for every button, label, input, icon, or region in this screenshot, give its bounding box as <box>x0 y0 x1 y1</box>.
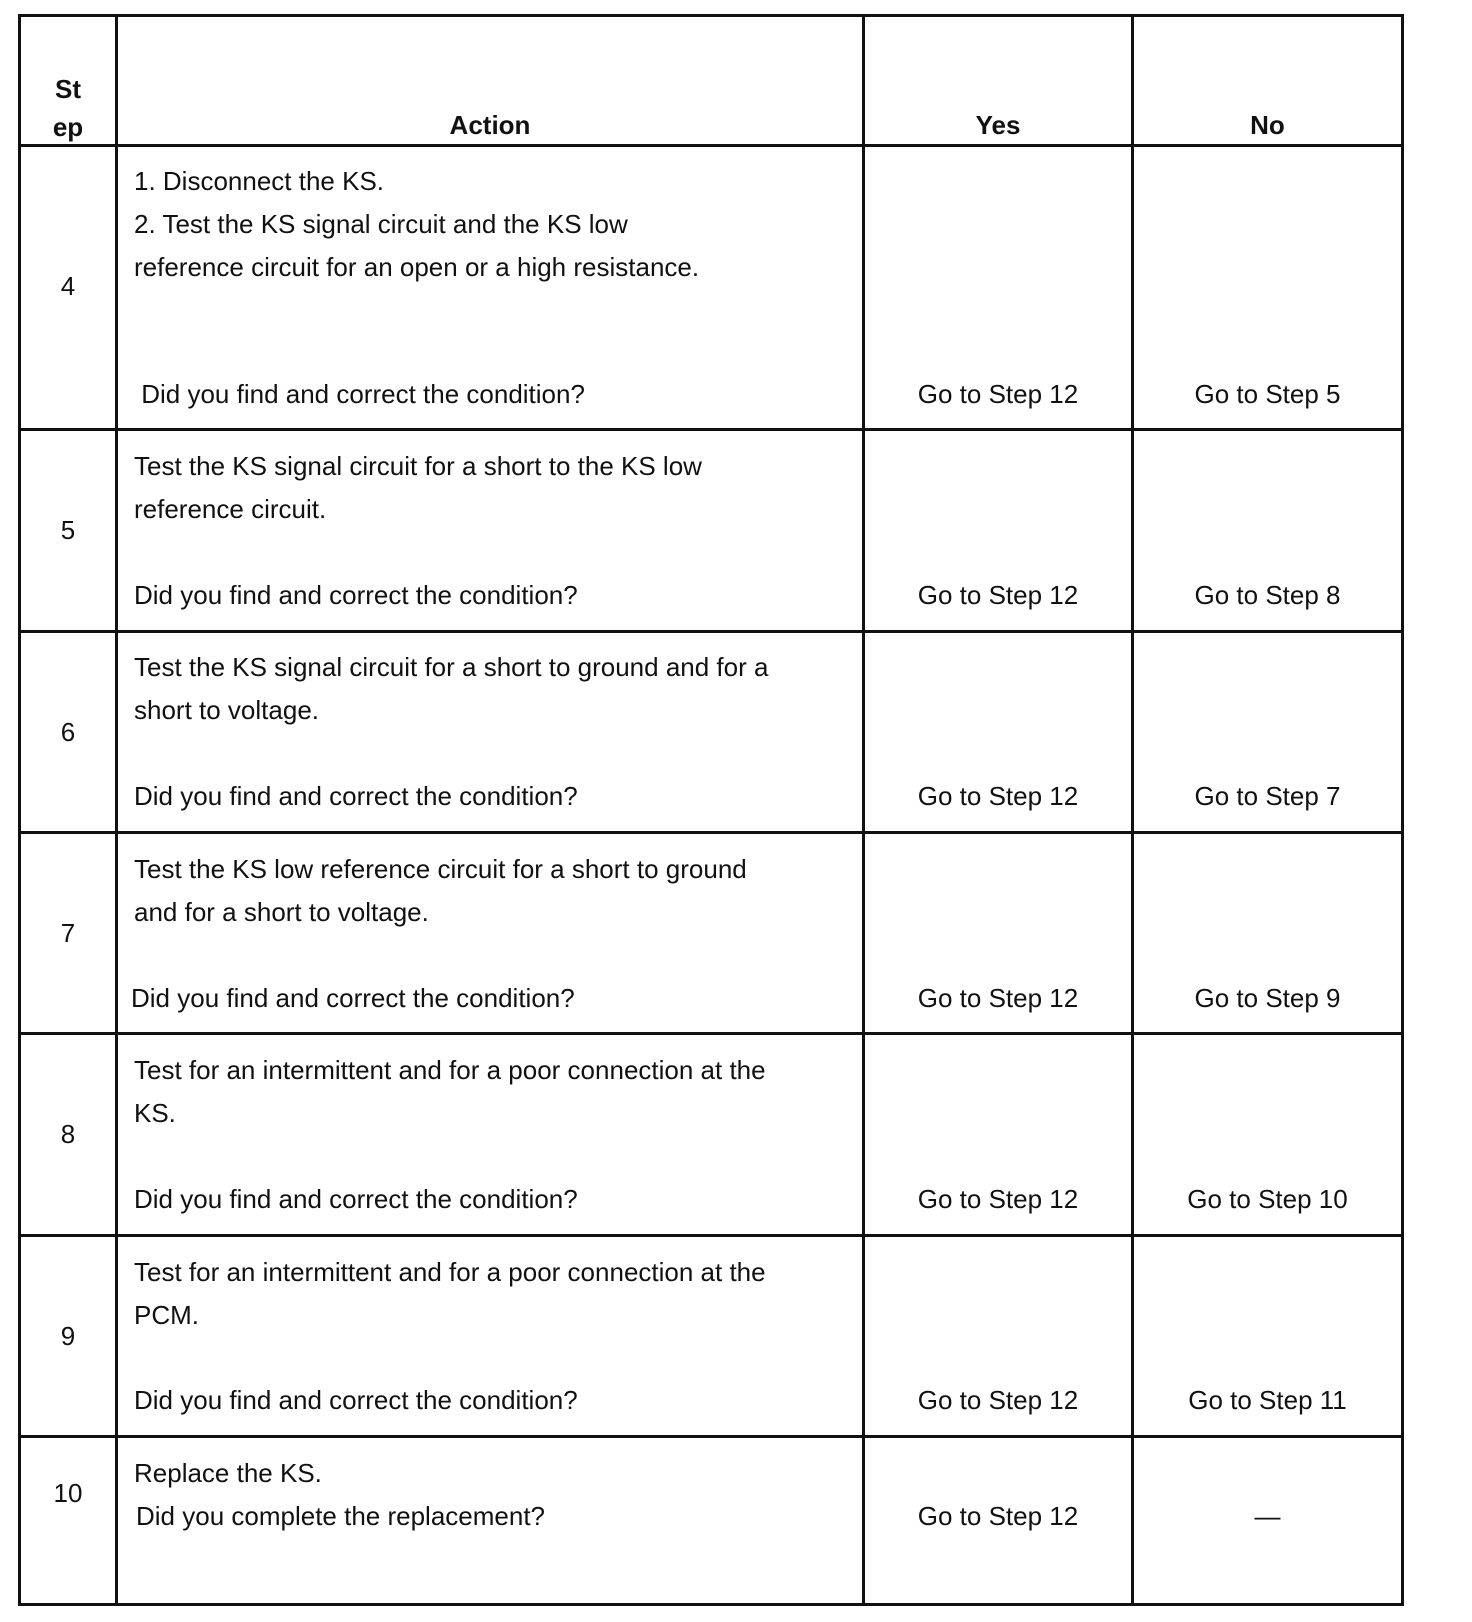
action-line: Test for an intermittent and for a poor connection at the <box>134 1257 766 1287</box>
yes-result: Go to Step 12 <box>917 1184 1079 1214</box>
action-question: Did you find and correct the condition? <box>134 1385 578 1415</box>
action-line: 2. Test the KS signal circuit and the KS low <box>134 209 628 239</box>
yes-result: Go to Step 12 <box>917 1501 1079 1531</box>
action-line: 1. Disconnect the KS. <box>134 166 385 196</box>
step-number: 7 <box>60 918 76 948</box>
table-border-top <box>18 14 1404 17</box>
table-border-right <box>1401 14 1404 1606</box>
row-divider <box>18 1234 1404 1237</box>
header-step: St ep <box>52 74 84 142</box>
yes-result: Go to Step 12 <box>917 1385 1079 1415</box>
table-border-left <box>18 14 21 1606</box>
row-divider <box>18 630 1404 633</box>
row-divider <box>18 1435 1404 1438</box>
header-no: No <box>1250 110 1285 140</box>
action-line: KS. <box>134 1098 176 1128</box>
action-question: Did you complete the replacement? <box>136 1501 546 1531</box>
yes-result: Go to Step 12 <box>917 379 1079 409</box>
action-line: Test the KS signal circuit for a short to the KS low <box>134 451 702 481</box>
action-line: Test the KS low reference circuit for a short to ground <box>134 854 747 884</box>
no-result: Go to Step 10 <box>1187 1184 1348 1214</box>
action-line: PCM. <box>134 1300 199 1330</box>
action-question: Did you find and correct the condition? <box>134 580 578 610</box>
row-divider <box>18 1032 1404 1035</box>
yes-result: Go to Step 12 <box>917 580 1079 610</box>
action-question: Did you find and correct the condition? <box>134 1184 578 1214</box>
column-divider-step <box>115 14 118 1606</box>
table-border-bottom <box>18 1603 1404 1606</box>
action-line: and for a short to voltage. <box>134 897 429 927</box>
step-number: 5 <box>60 515 76 545</box>
header-yes: Yes <box>975 110 1021 140</box>
yes-result: Go to Step 12 <box>917 983 1079 1013</box>
no-result: Go to Step 5 <box>1194 379 1341 409</box>
action-question: Did you find and correct the condition? <box>131 983 575 1013</box>
action-line: reference circuit for an open or a high resistance. <box>134 252 700 282</box>
action-line: Test the KS signal circuit for a short to ground and for a <box>134 652 769 682</box>
no-result: — <box>1254 1501 1281 1531</box>
action-line: reference circuit. <box>134 494 327 524</box>
no-result: Go to Step 11 <box>1188 1385 1347 1415</box>
action-question: Did you find and correct the condition? <box>134 379 585 409</box>
row-divider <box>18 428 1404 431</box>
action-line: Test for an intermittent and for a poor connection at the <box>134 1055 766 1085</box>
no-result: Go to Step 7 <box>1194 781 1341 811</box>
action-line: short to voltage. <box>134 695 319 725</box>
no-result: Go to Step 9 <box>1194 983 1341 1013</box>
header-action: Action <box>449 110 531 140</box>
yes-result: Go to Step 12 <box>917 781 1079 811</box>
row-divider <box>18 831 1404 834</box>
step-number: 10 <box>53 1478 83 1508</box>
step-number: 6 <box>60 717 76 747</box>
step-number: 8 <box>60 1119 76 1149</box>
diagnostic-table <box>18 14 1404 1606</box>
action-question: Did you find and correct the condition? <box>134 781 578 811</box>
step-number: 4 <box>60 271 76 301</box>
row-divider <box>18 144 1404 147</box>
step-number: 9 <box>60 1321 76 1351</box>
no-result: Go to Step 8 <box>1194 580 1341 610</box>
action-line: Replace the KS. <box>134 1458 322 1488</box>
